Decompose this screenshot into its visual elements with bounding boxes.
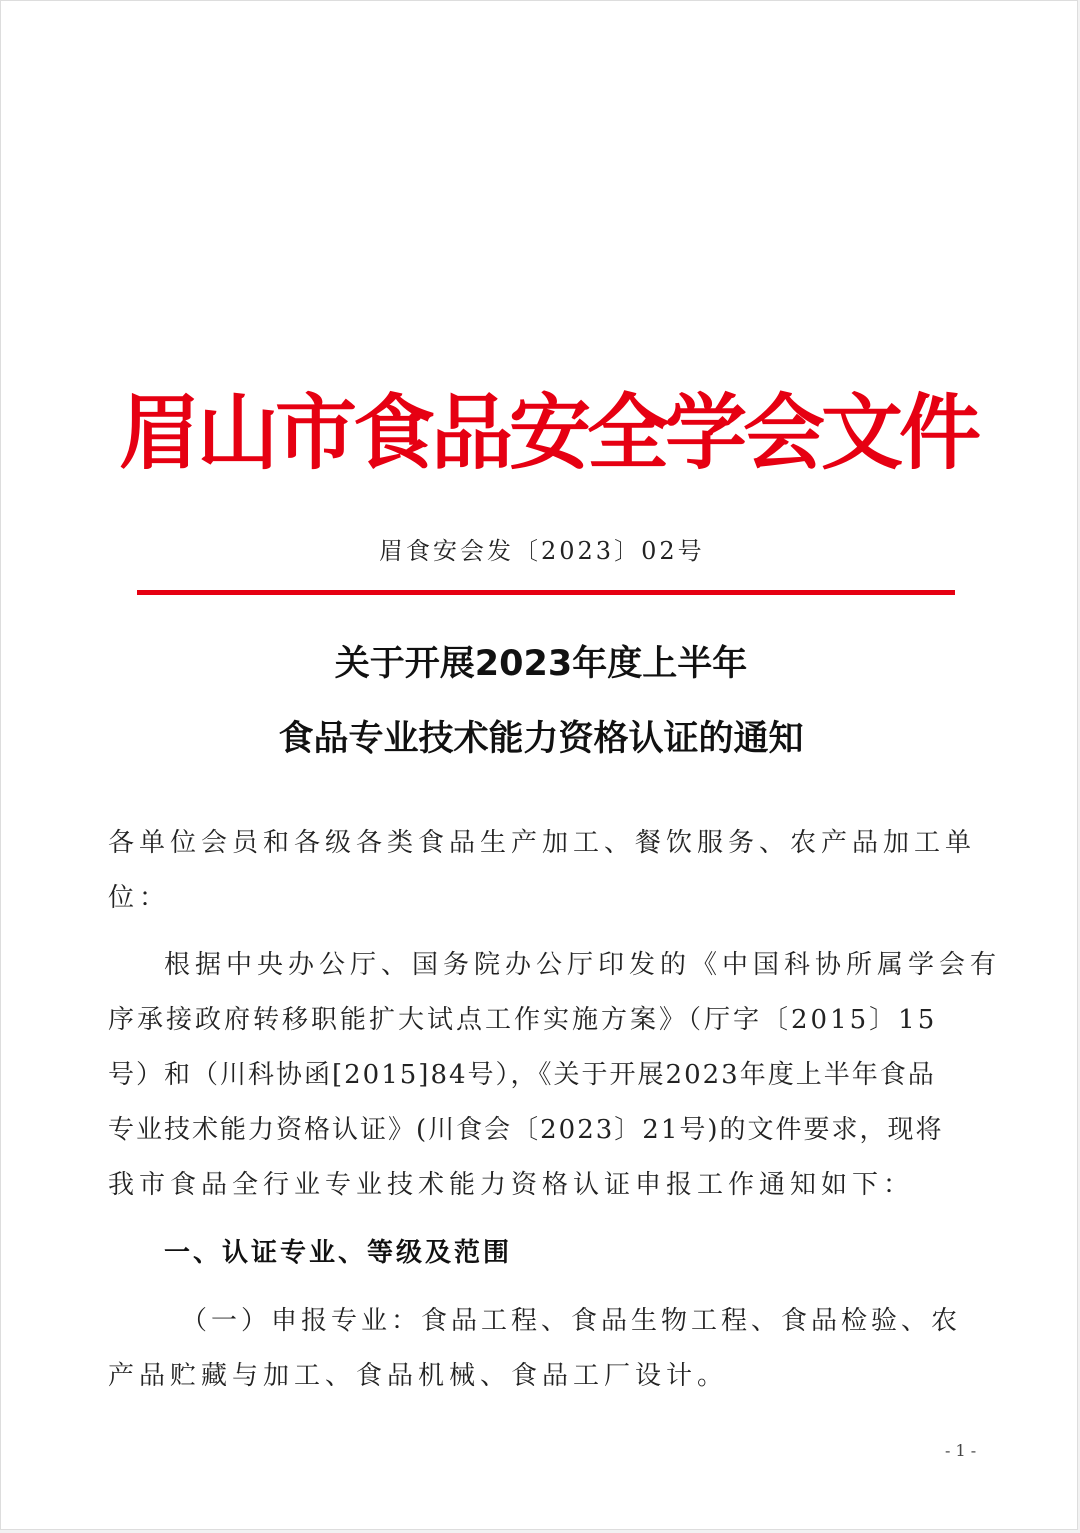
- paragraph-line: 我市食品全行业专业技术能力资格认证申报工作通知如下：: [108, 1170, 915, 1200]
- addressee-line-1: 各单位会员和各级各类食品生产加工、餐饮服务、农产品加工单: [108, 828, 977, 858]
- page-number: - 1 -: [945, 1441, 977, 1460]
- addressee-line-2: 位：: [108, 883, 171, 913]
- paragraph-line: 号）和（川科协函[2015]84号），《关于开展2023年度上半年食品: [108, 1060, 936, 1090]
- notice-title-line-2: 食品专业技术能力资格认证的通知: [278, 719, 804, 759]
- paragraph-line: 序承接政府转移职能扩大试点工作实施方案》（厅字〔2015〕15: [108, 1005, 938, 1035]
- notice-title-line-1: 关于开展2023年度上半年: [334, 644, 748, 684]
- paragraph-line: 专业技术能力资格认证》(川食会〔2023〕21号)的文件要求，现将: [108, 1115, 944, 1145]
- org-title: 眉山市食品安全学会文件: [119, 386, 978, 481]
- paragraph-line: 根据中央办公厅、国务院办公厅印发的《中国科协所属学会有: [164, 950, 1002, 980]
- red-divider: [137, 590, 955, 595]
- list-item-line: （一）申报专业：食品工程、食品生物工程、食品检验、农: [181, 1306, 962, 1336]
- document-number: 眉食安会发〔2023〕02号: [379, 537, 705, 565]
- list-item-line: 产品贮藏与加工、食品机械、食品工厂设计。: [108, 1361, 729, 1391]
- section-heading: 一、认证专业、等级及范围: [164, 1238, 513, 1268]
